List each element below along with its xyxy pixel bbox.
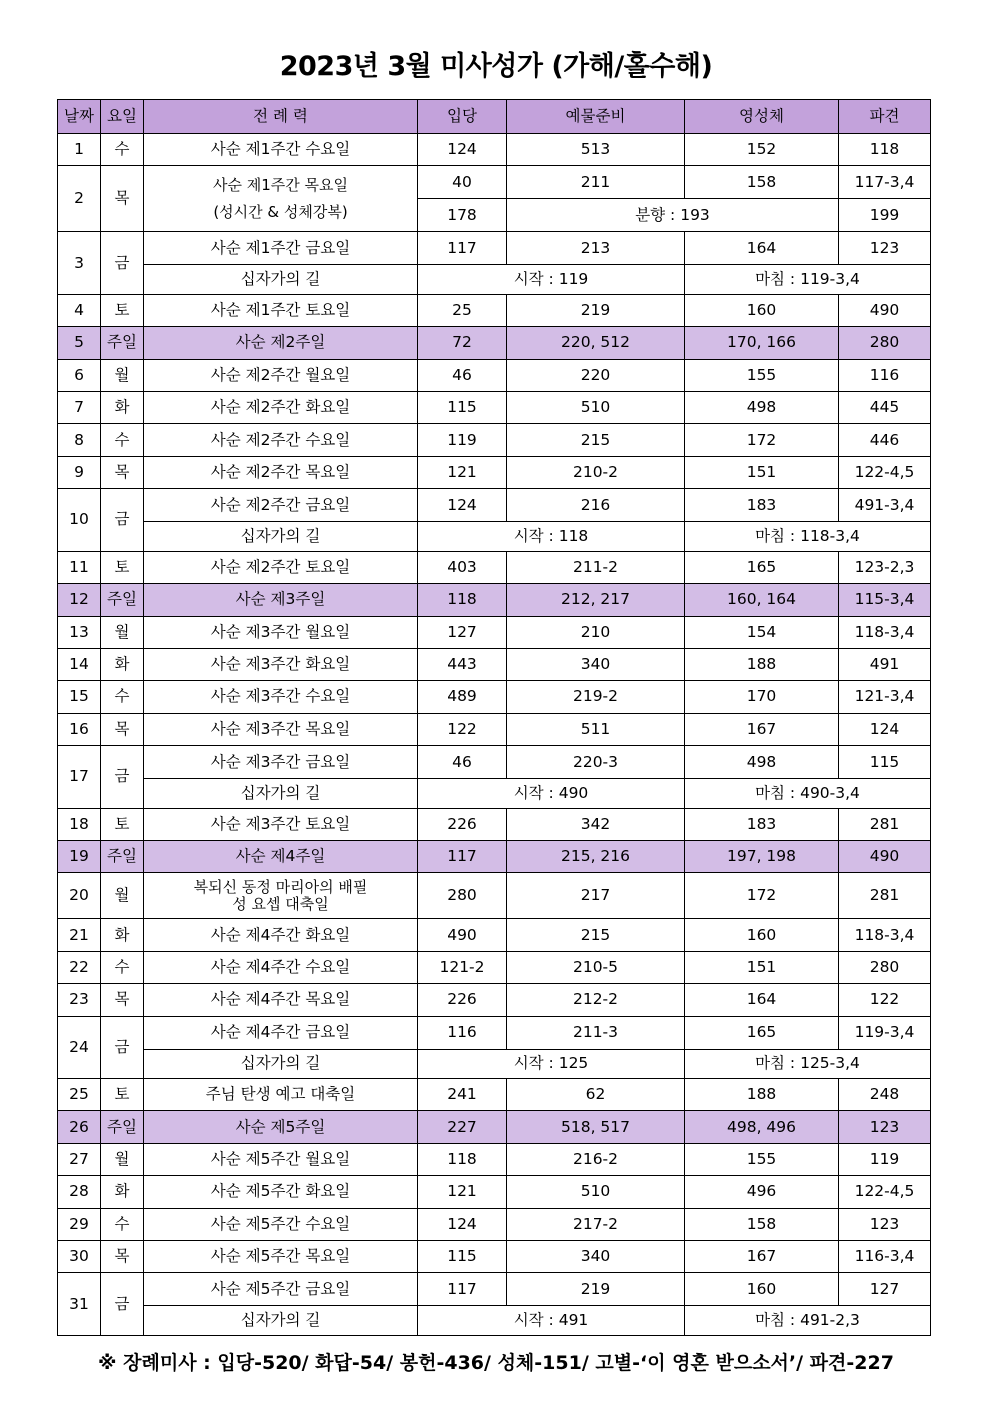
day-cell: 목 <box>101 166 144 232</box>
date-cell: 23 <box>58 984 101 1016</box>
day-cell: 수 <box>101 1208 144 1240</box>
liturgy-cell: 사순 제1주간 토요일 <box>144 294 418 326</box>
liturgy-cell: 사순 제3주간 수요일 <box>144 681 418 713</box>
entrance-cell: 124 <box>418 134 507 166</box>
table-row <box>58 424 931 456</box>
liturgy-cell: 사순 제3주일 <box>144 584 418 616</box>
table-row <box>58 808 931 840</box>
table-row <box>58 584 931 616</box>
liturgy-cell: 사순 제2주간 수요일 <box>144 424 418 456</box>
table-row <box>58 873 931 919</box>
entrance-cell: 117 <box>418 232 507 265</box>
communion-cell: 167 <box>685 713 839 745</box>
offertory-cell: 510 <box>507 1176 685 1208</box>
dismissal-cell: 116 <box>839 359 931 391</box>
dismissal-cell: 446 <box>839 424 931 456</box>
day-cell: 토 <box>101 1079 144 1111</box>
offertory-cell: 217 <box>507 873 685 919</box>
dismissal-cell: 123 <box>839 232 931 265</box>
date-cell: 24 <box>58 1016 101 1079</box>
table-row <box>58 392 931 424</box>
offertory-cell: 217-2 <box>507 1208 685 1240</box>
date-cell: 8 <box>58 424 101 456</box>
dismissal-cell: 445 <box>839 392 931 424</box>
table-row <box>58 359 931 391</box>
liturgy-cell: 사순 제2주일 <box>144 327 418 359</box>
communion-cell: 183 <box>685 489 839 522</box>
liturgy-cell: 사순 제4주간 목요일 <box>144 984 418 1016</box>
liturgy-cell: 사순 제2주간 금요일 <box>144 489 418 522</box>
offertory-cell: 219-2 <box>507 681 685 713</box>
liturgy-cell: 사순 제4주일 <box>144 840 418 872</box>
offertory-cell: 62 <box>507 1079 685 1111</box>
dismissal-cell: 117-3,4 <box>839 166 931 199</box>
dismissal-cell: 491-3,4 <box>839 489 931 522</box>
hymn-schedule-table <box>57 99 931 1336</box>
table-row <box>58 232 931 265</box>
communion-cell: 160 <box>685 294 839 326</box>
table-row <box>58 681 931 713</box>
day-cell: 월 <box>101 359 144 391</box>
incense-cell: 분향 : 193 <box>507 199 839 232</box>
table-row <box>58 951 931 983</box>
date-cell: 9 <box>58 456 101 488</box>
dismissal-cell: 280 <box>839 951 931 983</box>
table-row <box>58 1273 931 1306</box>
date-cell: 3 <box>58 232 101 295</box>
date-cell: 26 <box>58 1111 101 1143</box>
entrance-cell: 118 <box>418 1143 507 1175</box>
entrance-cell: 127 <box>418 616 507 648</box>
table-row <box>58 1143 931 1175</box>
entrance-cell: 121-2 <box>418 951 507 983</box>
day-cell: 수 <box>101 424 144 456</box>
dismissal-cell: 124 <box>839 713 931 745</box>
page-title: 2023년 3월 미사성가 (가해/홀수해) <box>279 51 713 82</box>
dismissal-cell: 122 <box>839 984 931 1016</box>
table-row <box>58 919 931 951</box>
offertory-cell: 216 <box>507 489 685 522</box>
communion-cell: 498 <box>685 392 839 424</box>
day-cell: 수 <box>101 134 144 166</box>
liturgy-cell: 사순 제2주간 목요일 <box>144 456 418 488</box>
communion-cell: 172 <box>685 424 839 456</box>
liturgy-cell: 사순 제3주간 목요일 <box>144 713 418 745</box>
header-day: 요일 <box>101 100 144 134</box>
entrance-cell: 403 <box>418 551 507 583</box>
dismissal-cell: 490 <box>839 294 931 326</box>
entrance-cell: 489 <box>418 681 507 713</box>
table-row <box>58 327 931 359</box>
dismissal-cell: 119 <box>839 1143 931 1175</box>
dismissal-cell: 119-3,4 <box>839 1016 931 1049</box>
day-cell: 금 <box>101 746 144 809</box>
table-row <box>58 134 931 166</box>
way-of-cross-start: 시작 : 490 <box>418 779 685 809</box>
day-cell: 목 <box>101 713 144 745</box>
communion-cell: 151 <box>685 951 839 983</box>
communion-cell: 164 <box>685 984 839 1016</box>
way-of-cross-end: 마침 : 118-3,4 <box>685 522 931 552</box>
offertory-cell: 340 <box>507 648 685 680</box>
entrance-cell: 117 <box>418 1273 507 1306</box>
entrance-cell: 121 <box>418 456 507 488</box>
liturgy-cell: 사순 제3주간 화요일 <box>144 648 418 680</box>
offertory-cell: 518, 517 <box>507 1111 685 1143</box>
offertory-cell: 215, 216 <box>507 840 685 872</box>
day-cell: 수 <box>101 681 144 713</box>
communion-cell: 151 <box>685 456 839 488</box>
entrance-cell: 124 <box>418 489 507 522</box>
date-cell: 15 <box>58 681 101 713</box>
communion-cell: 165 <box>685 1016 839 1049</box>
way-of-cross-start: 시작 : 125 <box>418 1049 685 1079</box>
day-cell: 금 <box>101 232 144 295</box>
table-row <box>58 1111 931 1143</box>
funeral-mass-note: ※ 장례미사 : 입당-520/ 화답-54/ 봉헌-436/ 성체-151/ 고별-‘이 영혼 받으소서’/ 파견-227 <box>98 1352 894 1374</box>
communion-cell: 197, 198 <box>685 840 839 872</box>
day-cell: 목 <box>101 456 144 488</box>
header-date: 날짜 <box>58 100 101 134</box>
dismissal-cell: 115 <box>839 746 931 779</box>
communion-cell: 155 <box>685 359 839 391</box>
offertory-cell: 212-2 <box>507 984 685 1016</box>
offertory-cell: 212, 217 <box>507 584 685 616</box>
table-row <box>58 648 931 680</box>
dismissal-cell: 491 <box>839 648 931 680</box>
dismissal-cell: 121-3,4 <box>839 681 931 713</box>
communion-cell: 165 <box>685 551 839 583</box>
liturgy-line-1: 사순 제1주간 목요일 <box>212 175 348 194</box>
date-cell: 14 <box>58 648 101 680</box>
offertory-cell: 210-5 <box>507 951 685 983</box>
offertory-cell: 513 <box>507 134 685 166</box>
dismissal-cell: 118-3,4 <box>839 616 931 648</box>
liturgy-line-1: 복되신 동정 마리아의 배필 <box>193 877 368 896</box>
entrance-cell: 116 <box>418 1016 507 1049</box>
table-row <box>58 746 931 779</box>
liturgy-cell: 사순 제5주일 <box>144 1111 418 1143</box>
dismissal-cell: 248 <box>839 1079 931 1111</box>
way-of-cross-row <box>58 1049 931 1079</box>
day-cell: 주일 <box>101 840 144 872</box>
way-of-cross-row <box>58 1306 931 1336</box>
way-of-cross-label: 십자가의 길 <box>144 1306 418 1336</box>
table-row <box>58 840 931 872</box>
communion-cell: 152 <box>685 134 839 166</box>
day-cell: 화 <box>101 919 144 951</box>
communion-cell: 498 <box>685 746 839 779</box>
liturgy-cell <box>144 166 418 232</box>
liturgy-cell: 사순 제2주간 토요일 <box>144 551 418 583</box>
date-cell: 16 <box>58 713 101 745</box>
entrance-cell: 241 <box>418 1079 507 1111</box>
way-of-cross-end: 마침 : 491-2,3 <box>685 1306 931 1336</box>
day-cell: 목 <box>101 1240 144 1272</box>
date-cell: 18 <box>58 808 101 840</box>
entrance-cell: 121 <box>418 1176 507 1208</box>
day-cell: 월 <box>101 1143 144 1175</box>
table-row <box>58 1208 931 1240</box>
day-cell: 월 <box>101 873 144 919</box>
date-cell: 4 <box>58 294 101 326</box>
way-of-cross-end: 마침 : 119-3,4 <box>685 265 931 295</box>
date-cell: 22 <box>58 951 101 983</box>
dismissal-cell: 199 <box>839 199 931 232</box>
date-cell: 30 <box>58 1240 101 1272</box>
offertory-cell: 510 <box>507 392 685 424</box>
offertory-cell: 211 <box>507 166 685 199</box>
way-of-cross-start: 시작 : 118 <box>418 522 685 552</box>
dismissal-cell: 122-4,5 <box>839 1176 931 1208</box>
entrance-cell: 226 <box>418 808 507 840</box>
entrance-cell: 25 <box>418 294 507 326</box>
communion-cell: 160 <box>685 919 839 951</box>
day-cell: 화 <box>101 648 144 680</box>
communion-cell: 155 <box>685 1143 839 1175</box>
day-cell: 수 <box>101 951 144 983</box>
offertory-cell: 211-2 <box>507 551 685 583</box>
day-cell: 화 <box>101 1176 144 1208</box>
offertory-cell: 511 <box>507 713 685 745</box>
entrance-cell: 40 <box>418 166 507 199</box>
date-cell: 6 <box>58 359 101 391</box>
communion-cell: 172 <box>685 873 839 919</box>
dismissal-cell: 281 <box>839 873 931 919</box>
date-cell: 1 <box>58 134 101 166</box>
dismissal-cell: 281 <box>839 808 931 840</box>
table-row <box>58 1240 931 1272</box>
way-of-cross-end: 마침 : 490-3,4 <box>685 779 931 809</box>
liturgy-cell: 사순 제3주간 월요일 <box>144 616 418 648</box>
offertory-cell: 340 <box>507 1240 685 1272</box>
date-cell: 29 <box>58 1208 101 1240</box>
table-row <box>58 1079 931 1111</box>
dismissal-cell: 118 <box>839 134 931 166</box>
header-offertory: 예물준비 <box>507 100 685 134</box>
offertory-cell: 210-2 <box>507 456 685 488</box>
offertory-cell: 219 <box>507 294 685 326</box>
entrance-cell: 46 <box>418 746 507 779</box>
date-cell: 5 <box>58 327 101 359</box>
communion-cell: 496 <box>685 1176 839 1208</box>
date-cell: 27 <box>58 1143 101 1175</box>
header-entrance: 입당 <box>418 100 507 134</box>
day-cell: 월 <box>101 616 144 648</box>
offertory-cell: 213 <box>507 232 685 265</box>
communion-cell: 158 <box>685 1208 839 1240</box>
liturgy-cell: 사순 제3주간 토요일 <box>144 808 418 840</box>
date-cell: 11 <box>58 551 101 583</box>
entrance-cell: 122 <box>418 713 507 745</box>
day-cell: 금 <box>101 1273 144 1336</box>
dismissal-cell: 122-4,5 <box>839 456 931 488</box>
liturgy-cell <box>144 873 418 919</box>
liturgy-cell: 주님 탄생 예고 대축일 <box>144 1079 418 1111</box>
offertory-cell: 342 <box>507 808 685 840</box>
entrance-cell: 124 <box>418 1208 507 1240</box>
table-row <box>58 294 931 326</box>
table-row <box>58 489 931 522</box>
offertory-cell: 220 <box>507 359 685 391</box>
dismissal-cell: 116-3,4 <box>839 1240 931 1272</box>
liturgy-cell: 사순 제4주간 화요일 <box>144 919 418 951</box>
day-cell: 금 <box>101 1016 144 1079</box>
way-of-cross-row <box>58 265 931 295</box>
offertory-cell: 219 <box>507 1273 685 1306</box>
offertory-cell: 210 <box>507 616 685 648</box>
communion-cell: 188 <box>685 1079 839 1111</box>
entrance-cell: 118 <box>418 584 507 616</box>
dismissal-cell: 127 <box>839 1273 931 1306</box>
entrance-cell: 117 <box>418 840 507 872</box>
offertory-cell: 215 <box>507 919 685 951</box>
header-communion: 영성체 <box>685 100 839 134</box>
entrance-cell: 115 <box>418 1240 507 1272</box>
date-cell: 28 <box>58 1176 101 1208</box>
liturgy-cell: 사순 제5주간 월요일 <box>144 1143 418 1175</box>
way-of-cross-label: 십자가의 길 <box>144 265 418 295</box>
liturgy-cell: 사순 제2주간 월요일 <box>144 359 418 391</box>
date-cell: 21 <box>58 919 101 951</box>
liturgy-cell: 사순 제2주간 화요일 <box>144 392 418 424</box>
way-of-cross-row <box>58 522 931 552</box>
entrance-cell: 178 <box>418 199 507 232</box>
date-cell: 31 <box>58 1273 101 1336</box>
dismissal-cell: 490 <box>839 840 931 872</box>
communion-cell: 183 <box>685 808 839 840</box>
day-cell: 토 <box>101 808 144 840</box>
date-cell: 19 <box>58 840 101 872</box>
offertory-cell: 220, 512 <box>507 327 685 359</box>
day-cell: 주일 <box>101 584 144 616</box>
way-of-cross-end: 마침 : 125-3,4 <box>685 1049 931 1079</box>
entrance-cell: 227 <box>418 1111 507 1143</box>
way-of-cross-label: 십자가의 길 <box>144 522 418 552</box>
entrance-cell: 490 <box>418 919 507 951</box>
date-cell: 10 <box>58 489 101 552</box>
communion-cell: 164 <box>685 232 839 265</box>
date-cell: 2 <box>58 166 101 232</box>
communion-cell: 188 <box>685 648 839 680</box>
day-cell: 토 <box>101 294 144 326</box>
day-cell: 주일 <box>101 1111 144 1143</box>
way-of-cross-label: 십자가의 길 <box>144 1049 418 1079</box>
header-dismissal: 파견 <box>839 100 931 134</box>
entrance-cell: 115 <box>418 392 507 424</box>
table-row <box>58 1016 931 1049</box>
liturgy-cell: 사순 제3주간 금요일 <box>144 746 418 779</box>
table-row <box>58 1176 931 1208</box>
dismissal-cell: 280 <box>839 327 931 359</box>
date-cell: 20 <box>58 873 101 919</box>
communion-cell: 158 <box>685 166 839 199</box>
date-cell: 25 <box>58 1079 101 1111</box>
communion-cell: 160 <box>685 1273 839 1306</box>
liturgy-cell: 사순 제5주간 수요일 <box>144 1208 418 1240</box>
date-cell: 12 <box>58 584 101 616</box>
dismissal-cell: 123 <box>839 1208 931 1240</box>
table-row <box>58 713 931 745</box>
liturgy-cell: 사순 제4주간 수요일 <box>144 951 418 983</box>
header-row <box>58 100 931 134</box>
day-cell: 목 <box>101 984 144 1016</box>
date-cell: 7 <box>58 392 101 424</box>
liturgy-cell: 사순 제4주간 금요일 <box>144 1016 418 1049</box>
communion-cell: 167 <box>685 1240 839 1272</box>
dismissal-cell: 115-3,4 <box>839 584 931 616</box>
liturgy-cell: 사순 제5주간 화요일 <box>144 1176 418 1208</box>
way-of-cross-label: 십자가의 길 <box>144 779 418 809</box>
offertory-cell: 220-3 <box>507 746 685 779</box>
liturgy-cell: 사순 제1주간 금요일 <box>144 232 418 265</box>
day-cell: 주일 <box>101 327 144 359</box>
entrance-cell: 72 <box>418 327 507 359</box>
entrance-cell: 226 <box>418 984 507 1016</box>
table-row <box>58 616 931 648</box>
liturgy-line-2: (성시간 & 성체강복) <box>213 202 348 221</box>
communion-cell: 160, 164 <box>685 584 839 616</box>
entrance-cell: 443 <box>418 648 507 680</box>
day-cell: 금 <box>101 489 144 552</box>
way-of-cross-row <box>58 779 931 809</box>
communion-cell: 154 <box>685 616 839 648</box>
liturgy-cell: 사순 제5주간 목요일 <box>144 1240 418 1272</box>
liturgy-cell: 사순 제5주간 금요일 <box>144 1273 418 1306</box>
way-of-cross-start: 시작 : 491 <box>418 1306 685 1336</box>
entrance-cell: 46 <box>418 359 507 391</box>
day-cell: 토 <box>101 551 144 583</box>
day-cell: 화 <box>101 392 144 424</box>
offertory-cell: 211-3 <box>507 1016 685 1049</box>
communion-cell: 498, 496 <box>685 1111 839 1143</box>
header-liturgy: 전 례 력 <box>144 100 418 134</box>
table-row <box>58 166 931 199</box>
dismissal-cell: 123-2,3 <box>839 551 931 583</box>
communion-cell: 170 <box>685 681 839 713</box>
way-of-cross-start: 시작 : 119 <box>418 265 685 295</box>
table-row <box>58 551 931 583</box>
table-row <box>58 456 931 488</box>
date-cell: 17 <box>58 746 101 809</box>
entrance-cell: 280 <box>418 873 507 919</box>
offertory-cell: 216-2 <box>507 1143 685 1175</box>
offertory-cell: 215 <box>507 424 685 456</box>
table-row <box>58 984 931 1016</box>
dismissal-cell: 118-3,4 <box>839 919 931 951</box>
liturgy-line-2: 성 요셉 대축일 <box>232 894 329 913</box>
liturgy-cell: 사순 제1주간 수요일 <box>144 134 418 166</box>
date-cell: 13 <box>58 616 101 648</box>
dismissal-cell: 123 <box>839 1111 931 1143</box>
entrance-cell: 119 <box>418 424 507 456</box>
communion-cell: 170, 166 <box>685 327 839 359</box>
